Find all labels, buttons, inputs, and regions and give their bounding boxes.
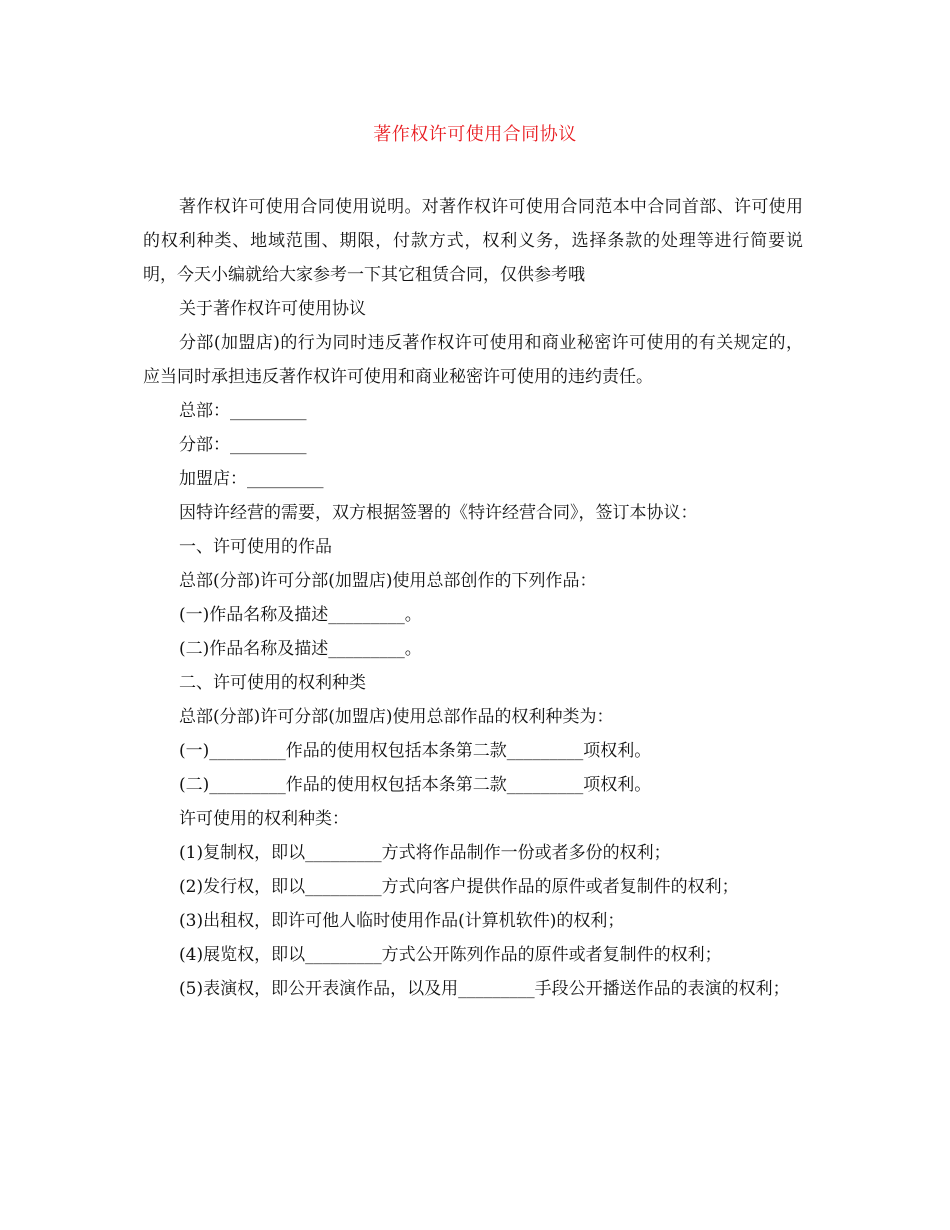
- licensed-works-intro: 总部(分部)许可分部(加盟店)使用总部创作的下列作品：: [179, 571, 597, 591]
- right-reproduction: (1)复制权，即以_________方式将作品制作一份或者多份的权利；: [179, 843, 671, 863]
- party-franchisee: 加盟店：_________: [179, 469, 324, 489]
- rights-item-1: (一)_________作品的使用权包括本条第二款_________项权利。: [179, 741, 652, 761]
- rights-item-2: (二)_________作品的使用权包括本条第二款_________项权利。: [179, 775, 652, 795]
- document-title: 著作权许可使用合同协议: [373, 124, 577, 145]
- party-branch: 分部：_________: [179, 435, 307, 455]
- party-headquarters: 总部：_________: [179, 401, 307, 421]
- right-rental: (3)出租权，即许可他人临时使用作品(计算机软件)的权利；: [179, 911, 625, 931]
- rights-types-intro: 总部(分部)许可分部(加盟店)使用总部作品的权利种类为：: [179, 707, 614, 727]
- section-heading-licensed-works: 一、许可使用的作品: [179, 537, 332, 557]
- right-exhibition: (4)展览权，即以_________方式公开陈列作品的原件或者复制件的权利；: [179, 945, 722, 965]
- licensed-work-item-2: (二)作品名称及描述_________。: [179, 639, 422, 659]
- agreement-preamble: 因特许经营的需要，双方根据签署的《特许经营合同》，签订本协议：: [179, 503, 698, 523]
- liability-paragraph: 分部(加盟店)的行为同时违反著作权许可使用和商业秘密许可使用的有关规定的，应当同时承担违反著作权许可使用和商业秘密许可使用的违约责任。: [143, 333, 803, 387]
- licensed-work-item-1: (一)作品名称及描述_________。: [179, 605, 422, 625]
- section-heading-about: 关于著作权许可使用协议: [179, 299, 366, 319]
- section-heading-rights-types: 二、许可使用的权利种类: [179, 673, 366, 693]
- document-body: [143, 190, 803, 1006]
- right-performance: (5)表演权，即公开表演作品，以及用_________手段公开播送作品的表演的权利；: [179, 979, 790, 999]
- intro-paragraph: 著作权许可使用合同使用说明。对著作权许可使用合同范本中合同首部、许可使用的权利种类、地域范围、期限，付款方式，权利义务，选择条款的处理等进行简要说明，今天小编就给大家参考一下其它租赁合同，仅供参考哦: [143, 197, 803, 285]
- rights-types-label: 许可使用的权利种类：: [179, 809, 349, 829]
- right-distribution: (2)发行权，即以_________方式向客户提供作品的原件或者复制件的权利；: [179, 877, 739, 897]
